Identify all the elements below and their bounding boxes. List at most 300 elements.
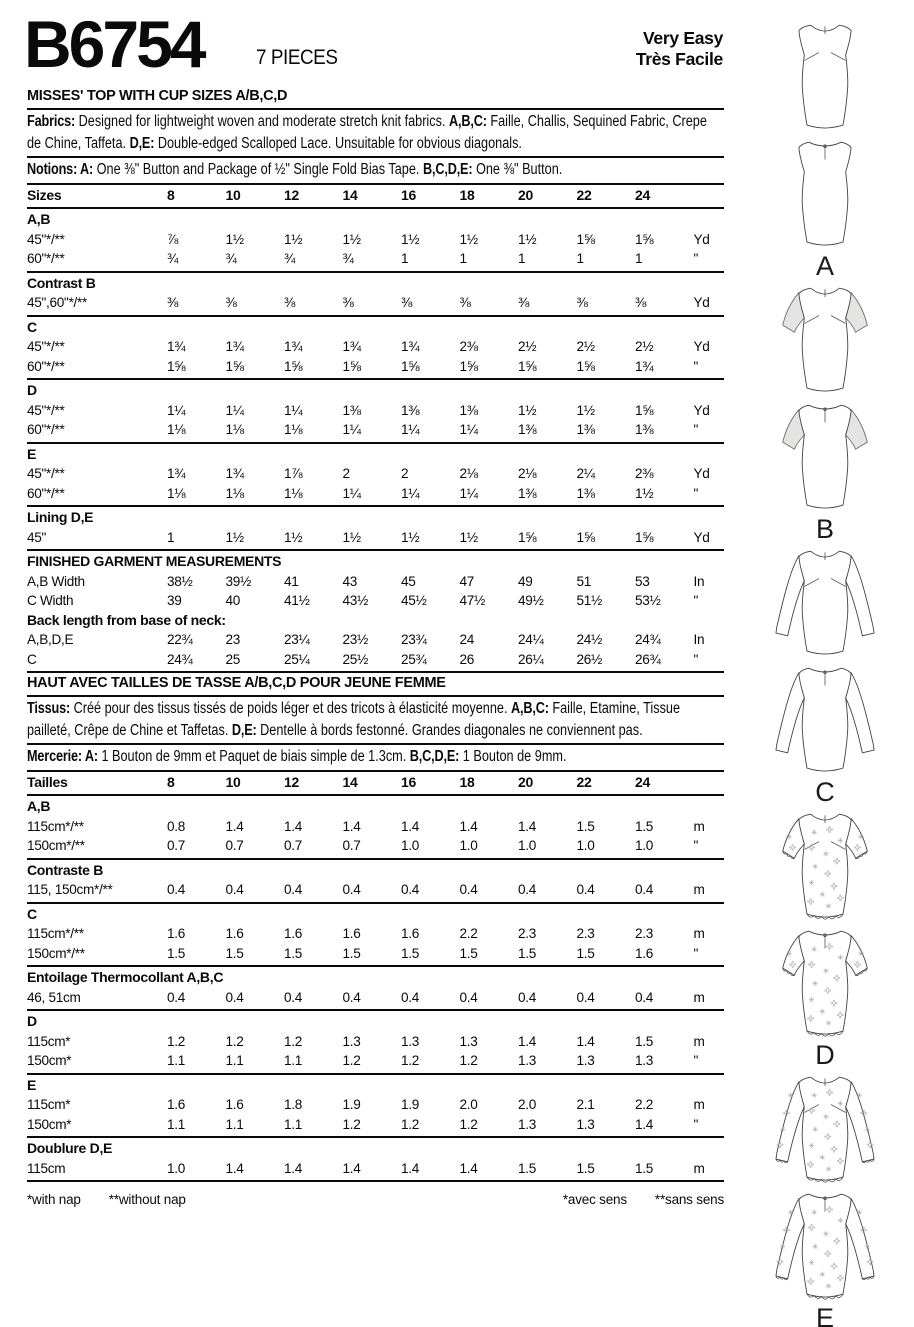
yardage-value: 1.3 xyxy=(518,1116,536,1132)
yardage-row xyxy=(27,357,724,377)
size-column-header: 20 xyxy=(518,186,533,203)
row-label: C Width xyxy=(27,593,74,608)
yardage-value: 1⅛ xyxy=(225,422,244,437)
table-header-row xyxy=(27,186,724,206)
yardage-value: 39½ xyxy=(225,573,252,589)
yardage-value: 2¼ xyxy=(576,466,595,481)
unit-label: m xyxy=(693,1160,705,1176)
yardage-value: 1¼ xyxy=(342,485,361,501)
yardage-value: 1.6 xyxy=(635,945,653,961)
yardage-value: 25¼ xyxy=(284,651,310,667)
section-title: C xyxy=(27,905,37,922)
yardage-value: ⅜ xyxy=(635,295,647,310)
yardage-value: 1⅝ xyxy=(518,529,537,545)
yardage-value: 1.5 xyxy=(167,945,185,961)
view-c-figure xyxy=(742,544,908,807)
yardage-value: 1.4 xyxy=(401,818,419,834)
yardage-value: 1¾ xyxy=(225,466,244,481)
size-header-label: Tailles xyxy=(27,773,68,790)
unit-label: " xyxy=(693,838,699,853)
yardage-value: 2.2 xyxy=(635,1097,653,1112)
yardage-value: 1.4 xyxy=(459,1160,478,1176)
yardage-value: 0.4 xyxy=(342,882,361,897)
yardage-value: 0.4 xyxy=(459,882,478,897)
yardage-value: 23 xyxy=(225,632,241,647)
view-e-back-illustration xyxy=(766,1187,884,1304)
yardage-value: 1.4 xyxy=(518,1033,536,1049)
section-title: Contrast B xyxy=(27,274,96,291)
yardage-value: 1.6 xyxy=(167,1097,185,1112)
yardage-value: 1⅛ xyxy=(167,422,186,437)
yardage-value: 1¾ xyxy=(342,339,361,354)
yardage-value: ⅜ xyxy=(167,295,179,310)
mercerie-section xyxy=(27,745,724,772)
yardage-value: 1.5 xyxy=(225,945,244,961)
yardage-value: 1 xyxy=(635,251,643,266)
yardage-value: 1.3 xyxy=(518,1053,536,1068)
yardage-value: 40 xyxy=(225,593,241,608)
unit-header xyxy=(694,773,725,793)
yardage-chart xyxy=(27,86,724,1207)
table-section xyxy=(27,209,724,273)
yardage-value: 1¾ xyxy=(401,339,420,354)
yardage-value: 1.0 xyxy=(167,1160,185,1176)
yardage-value: 0.4 xyxy=(518,989,536,1005)
yardage-value: 1⅝ xyxy=(576,231,595,247)
footnotes xyxy=(27,1192,724,1207)
yardage-value: 1.5 xyxy=(284,945,302,961)
fabrics-text: Double-edged Scalloped Lace. Unsuitable for obvious diagonals. xyxy=(154,134,522,152)
yardage-value: 1.1 xyxy=(225,1053,244,1068)
yardage-value: 1⅜ xyxy=(518,485,537,501)
yardage-value: 1.3 xyxy=(576,1116,595,1132)
yardage-value: 25¾ xyxy=(401,651,427,667)
view-a-back-illustration xyxy=(766,135,884,252)
yardage-value: 1⅝ xyxy=(635,231,654,247)
english-title: MISSES' TOP WITH CUP SIZES A/B,C,D xyxy=(27,86,724,110)
yardage-value: 1⅛ xyxy=(284,485,303,501)
unit-label: m xyxy=(693,989,705,1005)
yardage-value: 51½ xyxy=(576,593,603,608)
unit-label: " xyxy=(693,422,699,437)
fabrics-text: Faille, Challis, Sequined Fabric, Crepe de Chine, Taffeta. xyxy=(27,113,707,152)
yardage-row xyxy=(27,924,724,944)
yardage-row xyxy=(27,337,724,357)
yardage-value: ⅜ xyxy=(401,295,413,310)
yardage-value: 1.1 xyxy=(225,1116,244,1132)
yardage-value: 1.1 xyxy=(167,1116,185,1132)
yardage-value: 0.4 xyxy=(459,989,478,1005)
yardage-value: ¾ xyxy=(225,251,237,266)
yardage-value: ¾ xyxy=(167,251,179,266)
mercerie-views-bcde: B,C,D,E: xyxy=(409,748,460,765)
yardage-value: 1 xyxy=(459,251,467,266)
yardage-value: 1 xyxy=(576,251,584,266)
yardage-value: 1.2 xyxy=(459,1116,478,1132)
yardage-value: 1 xyxy=(401,251,409,266)
yardage-table-imperial xyxy=(27,185,724,674)
yardage-value: 1.6 xyxy=(284,926,302,941)
yardage-value: 24 xyxy=(459,632,475,647)
yardage-value: 2.3 xyxy=(576,926,595,941)
size-column-header: 24 xyxy=(635,773,650,790)
yardage-row xyxy=(27,836,724,856)
yardage-row xyxy=(27,1051,724,1071)
size-column-header: 22 xyxy=(576,186,592,203)
row-label: 115, 150cm*/** xyxy=(27,882,113,897)
yardage-value: ¾ xyxy=(342,251,354,266)
yardage-value: 1.5 xyxy=(635,1033,653,1049)
yardage-value: 26 xyxy=(459,651,475,667)
yardage-row xyxy=(27,572,724,592)
row-label: 150cm*/** xyxy=(27,945,85,961)
yardage-value: 1.5 xyxy=(518,945,536,961)
yardage-value: ¾ xyxy=(284,251,296,266)
yardage-value: 26¾ xyxy=(635,651,661,667)
unit-label: " xyxy=(693,1053,699,1068)
yardage-value: 1.4 xyxy=(284,818,302,834)
yardage-value: 24½ xyxy=(576,632,603,647)
yardage-value: 1⅝ xyxy=(342,358,361,374)
notions-views-bcde: B,C,D,E: xyxy=(422,161,473,178)
yardage-value: 2½ xyxy=(576,339,595,354)
row-label: 115cm*/** xyxy=(27,818,84,834)
yardage-value: 1⅝ xyxy=(635,529,654,545)
unit-label: Yd xyxy=(693,231,710,247)
size-column-header: 22 xyxy=(576,773,592,790)
yardage-value: 1⅛ xyxy=(225,485,244,501)
yardage-value: 2.2 xyxy=(459,926,478,941)
yardage-value: 1.6 xyxy=(225,1097,244,1112)
yardage-value: 0.4 xyxy=(635,989,653,1005)
yardage-value: 1.2 xyxy=(167,1033,185,1049)
yardage-value: 1.3 xyxy=(576,1053,595,1068)
footnote-french xyxy=(563,1192,724,1207)
yardage-value: 1¼ xyxy=(459,422,478,437)
view-b-back-illustration xyxy=(766,398,884,515)
yardage-value: 45 xyxy=(401,573,416,589)
view-b-label: B xyxy=(815,514,834,544)
tissus-section xyxy=(27,697,724,745)
unit-label: " xyxy=(693,593,699,608)
yardage-value: 1⅝ xyxy=(518,358,537,374)
tissus-text: Créé pour des tissus tissés de poids léger et des tricots à élasticité moyenne. xyxy=(70,700,512,717)
yardage-value: 1⅝ xyxy=(401,358,420,374)
yardage-value: 1.1 xyxy=(167,1053,185,1068)
unit-label: Yd xyxy=(693,529,710,545)
yardage-value: 24¼ xyxy=(518,632,544,647)
yardage-value: 1.4 xyxy=(342,818,361,834)
row-label: 60"*/** xyxy=(27,251,65,266)
yardage-value: 0.7 xyxy=(167,838,185,853)
yardage-value: 1⅝ xyxy=(284,358,303,374)
yardage-row xyxy=(27,650,724,670)
yardage-value: 53½ xyxy=(635,593,661,608)
section-title: E xyxy=(27,1076,37,1093)
row-label: 45"*/** xyxy=(27,466,65,481)
yardage-row xyxy=(27,1095,724,1115)
tissus-views-de: D,E: xyxy=(231,721,257,739)
yardage-value: 1.5 xyxy=(576,1160,595,1176)
yardage-value: 25½ xyxy=(342,651,369,667)
unit-label: Yd xyxy=(693,339,710,354)
yardage-value: 1½ xyxy=(401,231,420,247)
footnote-without-nap: **without nap xyxy=(108,1192,186,1207)
yardage-value: 0.7 xyxy=(225,838,244,853)
yardage-value: 1¾ xyxy=(225,339,244,354)
yardage-value: 1½ xyxy=(518,231,537,247)
yardage-value: 0.4 xyxy=(576,989,595,1005)
yardage-value: 0.4 xyxy=(635,882,653,897)
tissus-paragraph xyxy=(27,698,724,741)
yardage-value: 23¾ xyxy=(401,632,427,647)
size-header-label: Sizes xyxy=(27,186,62,203)
yardage-row xyxy=(27,528,724,548)
yardage-value: 49½ xyxy=(518,593,544,608)
yardage-value: 1.6 xyxy=(342,926,361,941)
yardage-value: 1½ xyxy=(518,402,537,418)
yardage-value: 39 xyxy=(167,593,182,608)
view-c-back-illustration xyxy=(766,661,884,778)
yardage-value: ⅜ xyxy=(284,295,296,310)
yardage-value: 1.5 xyxy=(576,945,595,961)
yardage-value: 1½ xyxy=(284,529,303,545)
garment-view-illustrations xyxy=(742,18,908,1327)
view-c-front-illustration xyxy=(766,544,884,661)
footnote-with-nap: *with nap xyxy=(27,1192,81,1207)
yardage-value: 1.4 xyxy=(635,1116,653,1132)
yardage-value: 1.3 xyxy=(342,1033,361,1049)
unit-label: " xyxy=(693,651,699,667)
yardage-value: 1¼ xyxy=(401,485,420,501)
table-section xyxy=(27,507,724,551)
yardage-value: 1.5 xyxy=(576,818,595,834)
unit-label: Yd xyxy=(693,402,710,418)
row-label: 46, 51cm xyxy=(27,989,81,1005)
unit-label: Yd xyxy=(693,466,710,481)
table-section xyxy=(27,1011,724,1075)
yardage-value: 2½ xyxy=(518,339,537,354)
unit-label: In xyxy=(693,632,705,647)
yardage-value: 24¾ xyxy=(167,651,193,667)
footnote-sans-sens: **sans sens xyxy=(654,1192,724,1207)
yardage-value: 1¾ xyxy=(167,466,186,481)
yardage-value: 45½ xyxy=(401,593,427,608)
yardage-value: 1.8 xyxy=(284,1097,302,1112)
yardage-value: 41 xyxy=(284,573,299,589)
difficulty-english: Very Easy xyxy=(642,28,723,48)
yardage-value: 47 xyxy=(459,573,475,589)
yardage-value: 1.4 xyxy=(518,818,536,834)
yardage-value: 1.1 xyxy=(284,1116,302,1132)
yardage-value: 26½ xyxy=(576,651,603,667)
row-label: 115cm xyxy=(27,1160,66,1176)
yardage-value: 1.3 xyxy=(401,1033,419,1049)
notions-label: Notions: xyxy=(27,161,78,178)
yardage-row xyxy=(27,1032,724,1052)
yardage-value: 38½ xyxy=(167,573,193,589)
yardage-value: 1.4 xyxy=(342,1160,361,1176)
yardage-value: 2.1 xyxy=(576,1097,595,1112)
row-label: 45"*/** xyxy=(27,231,65,247)
view-d-label: D xyxy=(815,1040,835,1070)
table-section xyxy=(27,317,724,381)
yardage-value: 1½ xyxy=(342,231,361,247)
mercerie-text: 1 Bouton de 9mm. xyxy=(459,748,567,765)
yardage-row xyxy=(27,464,724,484)
tissus-label: Tissus: xyxy=(27,700,71,717)
yardage-row xyxy=(27,817,724,837)
table-header-section xyxy=(27,185,724,210)
yardage-row xyxy=(27,880,724,900)
yardage-value: 1¼ xyxy=(459,485,478,501)
yardage-value: 1½ xyxy=(635,485,654,501)
unit-label: Yd xyxy=(693,295,710,310)
table-section xyxy=(27,1075,724,1139)
fabrics-views-de: D,E: xyxy=(129,134,155,152)
yardage-value: 23¼ xyxy=(284,632,310,647)
section-title: A,B xyxy=(27,211,51,227)
yardage-row xyxy=(27,988,724,1008)
yardage-value: 2.3 xyxy=(635,926,653,941)
yardage-value: 1 xyxy=(518,251,526,266)
yardage-row xyxy=(27,591,724,611)
yardage-value: 1½ xyxy=(576,402,595,418)
size-column-header: 18 xyxy=(459,773,475,790)
unit-label: " xyxy=(693,485,699,501)
section-title: D xyxy=(27,382,37,398)
fabrics-paragraph xyxy=(27,111,724,154)
yardage-value: 1.5 xyxy=(459,945,478,961)
yardage-value: 1½ xyxy=(459,231,478,247)
tissus-text: Faille, Etamine, Tissue pailleté, Crêpe de Chine et Taffetas. xyxy=(27,700,681,739)
yardage-value: 1¾ xyxy=(284,339,303,354)
yardage-value: 1½ xyxy=(401,529,420,545)
yardage-value: 1⅝ xyxy=(635,402,654,418)
yardage-table-metric xyxy=(27,772,724,1183)
yardage-value: 0.4 xyxy=(225,882,244,897)
view-a-front-illustration xyxy=(766,18,884,135)
yardage-value: 1⅜ xyxy=(401,402,420,418)
yardage-value: 1.2 xyxy=(401,1053,419,1068)
yardage-value: 1.6 xyxy=(401,926,419,941)
table-header-row xyxy=(27,773,724,793)
yardage-value: 0.8 xyxy=(167,818,185,834)
view-e-figure xyxy=(742,1070,908,1327)
yardage-value: 1⅜ xyxy=(635,422,654,437)
yardage-value: 0.4 xyxy=(401,882,419,897)
yardage-value: 1⅝ xyxy=(167,358,186,374)
table-section xyxy=(27,444,724,508)
yardage-value: 0.7 xyxy=(342,838,361,853)
yardage-value: 0.4 xyxy=(284,882,302,897)
table-section xyxy=(27,273,724,317)
row-label: 45",60"*/** xyxy=(27,295,88,310)
yardage-value: 1.4 xyxy=(459,818,478,834)
yardage-value: 2½ xyxy=(635,339,654,354)
fabrics-label: Fabrics: xyxy=(27,113,76,130)
yardage-value: 22¾ xyxy=(167,632,193,647)
table-section xyxy=(27,380,724,444)
yardage-value: 0.4 xyxy=(225,989,244,1005)
yardage-value: 2.3 xyxy=(518,926,536,941)
section-title: E xyxy=(27,445,37,462)
yardage-value: ⅜ xyxy=(459,295,471,310)
yardage-value: 1.5 xyxy=(635,1160,653,1176)
size-column-header: 18 xyxy=(459,186,475,203)
notions-paragraph xyxy=(27,159,724,181)
table-section xyxy=(27,904,724,968)
yardage-value: 1.9 xyxy=(342,1097,361,1112)
unit-label: In xyxy=(693,573,705,589)
yardage-value: 1½ xyxy=(225,529,244,545)
unit-label: " xyxy=(693,1116,699,1132)
size-column-header: 8 xyxy=(167,186,175,203)
yardage-value: 43½ xyxy=(342,593,369,608)
yardage-value: 1 xyxy=(167,529,175,545)
yardage-value: 1.5 xyxy=(401,945,419,961)
size-column-header: 10 xyxy=(225,773,241,790)
mercerie-label: Mercerie: xyxy=(27,748,82,765)
yardage-value: 1.5 xyxy=(518,1160,536,1176)
difficulty-rating xyxy=(0,28,723,70)
pieces-count: 7 PIECES xyxy=(256,46,338,69)
yardage-value: ⅜ xyxy=(225,295,237,310)
yardage-value: 1¾ xyxy=(635,358,654,374)
footnote-english xyxy=(27,1192,186,1207)
yardage-value: 1⅝ xyxy=(576,358,595,374)
yardage-value: 1½ xyxy=(342,529,361,545)
fabrics-text: Designed for lightweight woven and moderate stretch knit fabrics. xyxy=(75,113,450,130)
yardage-row xyxy=(27,1115,724,1135)
yardage-value: 2⅛ xyxy=(459,466,478,481)
unit-label: m xyxy=(693,882,705,897)
yardage-value: 0.4 xyxy=(284,989,302,1005)
yardage-value: 2 xyxy=(342,466,350,481)
fabrics-views-abc: A,B,C: xyxy=(449,113,487,130)
yardage-value: 1¼ xyxy=(401,422,420,437)
yardage-value: 1⅝ xyxy=(225,358,244,374)
row-label: A,B Width xyxy=(27,573,85,589)
table-section xyxy=(27,860,724,904)
yardage-value: 1¼ xyxy=(284,402,303,418)
yardage-value: 1⅜ xyxy=(459,402,478,418)
mercerie-text: 1 Bouton de 9mm et Paquet de biais simple de 1.3cm. xyxy=(97,748,410,765)
row-label: 115cm*/** xyxy=(27,926,84,941)
row-label: 45" xyxy=(27,529,47,545)
yardage-value: 1.2 xyxy=(284,1033,302,1049)
row-label: 60"*/** xyxy=(27,358,65,374)
notions-text: One ⅜" Button. xyxy=(472,161,563,178)
unit-label: " xyxy=(693,251,699,266)
yardage-value: 1.2 xyxy=(459,1053,478,1068)
view-e-label: E xyxy=(815,1303,834,1327)
row-label: 115cm* xyxy=(27,1097,71,1112)
size-column-header: 10 xyxy=(225,186,241,203)
tissus-views-abc: A,B,C: xyxy=(511,700,549,717)
size-column-header: 14 xyxy=(342,773,358,790)
yardage-value: 2.0 xyxy=(459,1097,478,1112)
yardage-value: 1¾ xyxy=(167,339,186,354)
view-c-label: C xyxy=(815,777,835,807)
size-column-header: 12 xyxy=(284,186,299,203)
yardage-value: 0.4 xyxy=(342,989,361,1005)
yardage-value: 1⅜ xyxy=(576,422,595,437)
yardage-row xyxy=(27,401,724,421)
size-column-header: 24 xyxy=(635,186,650,203)
table-section xyxy=(27,1138,724,1182)
yardage-row xyxy=(27,230,724,250)
